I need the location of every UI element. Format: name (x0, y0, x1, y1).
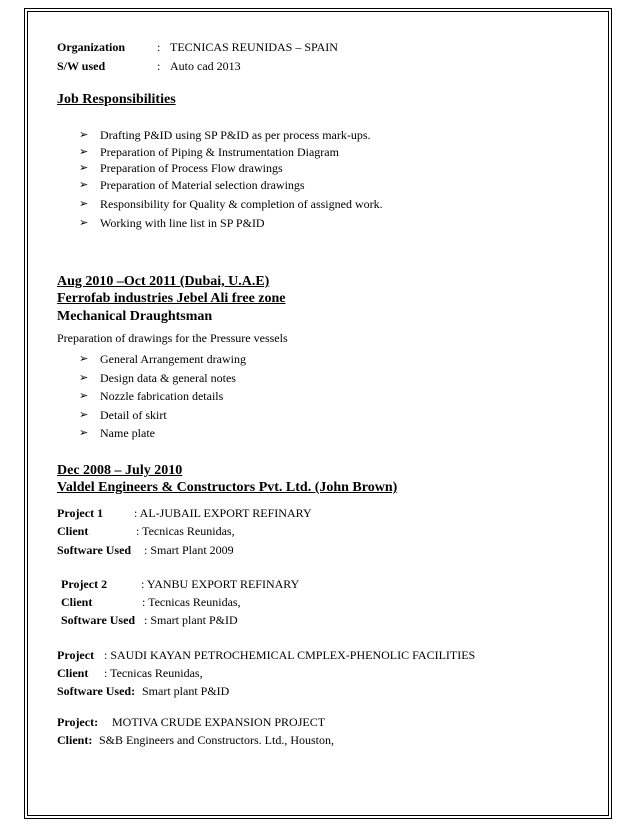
bullet-arrow-icon: ➢ (79, 389, 89, 402)
project3-software-value: Smart plant P&ID (142, 684, 230, 698)
project2-value: : YANBU EXPORT REFINARY (141, 577, 300, 591)
organization-label: Organization (57, 40, 125, 54)
project4-client-label: Client: (57, 733, 93, 747)
project1-label: Project 1 (57, 506, 104, 520)
project4-client-value: S&B Engineers and Constructors. Ltd., Houston, (99, 733, 334, 747)
bullet-arrow-icon: ➢ (79, 216, 89, 229)
job3-company: Valdel Engineers & Constructors Pvt. Ltd. (John Brown) (57, 480, 398, 495)
sw-used-label: S/W used (57, 59, 106, 73)
project1-client-value: : Tecnicas Reunidas, (136, 524, 235, 538)
project3-label: Project (57, 648, 95, 662)
project3-client-value: : Tecnicas Reunidas, (104, 666, 203, 680)
organization-value: TECNICAS REUNIDAS – SPAIN (170, 40, 338, 54)
bullet-arrow-icon: ➢ (79, 352, 89, 365)
bullet-arrow-icon: ➢ (79, 197, 89, 210)
list-item: ➢ Preparation of Piping & Instrumentation Diagram (79, 145, 339, 159)
project1-software-value: : Smart Plant 2009 (144, 543, 234, 557)
bullet-arrow-icon: ➢ (79, 178, 89, 191)
list-item: ➢ Design data & general notes (79, 371, 236, 385)
project2-client-value: : Tecnicas Reunidas, (142, 595, 241, 609)
project3-value: : SAUDI KAYAN PETROCHEMICAL CMPLEX-PHENOLIC FACILITIES (104, 648, 476, 662)
job-responsibilities-heading: Job Responsibilities (57, 92, 176, 107)
bullet-arrow-icon: ➢ (79, 408, 89, 421)
job2-company: Ferrofab industries Jebel Ali free zone (57, 291, 286, 306)
sw-used-value: Auto cad 2013 (170, 59, 241, 73)
project3-client-label: Client (57, 666, 89, 680)
job2-description: Preparation of drawings for the Pressure vessels (57, 331, 288, 345)
bullet-arrow-icon: ➢ (79, 371, 89, 384)
project4-value: MOTIVA CRUDE EXPANSION PROJECT (112, 715, 326, 729)
project2-software-value: : Smart plant P&ID (144, 613, 238, 627)
job3-period: Dec 2008 – July 2010 (57, 463, 183, 478)
list-item: ➢ Name plate (79, 426, 155, 440)
job2-list (79, 352, 246, 444)
project4-label: Project: (57, 715, 99, 729)
job2-title: Mechanical Draughtsman (57, 309, 213, 324)
project2-label: Project 2 (61, 577, 108, 591)
bullet-arrow-icon: ➢ (79, 426, 89, 439)
bullet-arrow-icon: ➢ (79, 161, 89, 174)
list-item: ➢ Working with line list in SP P&ID (79, 216, 265, 230)
list-item: ➢ Preparation of Material selection drawings (79, 178, 305, 192)
project1-software-label: Software Used (57, 543, 132, 557)
list-item: ➢ Drafting P&ID using SP P&ID as per process mark-ups. (79, 128, 371, 142)
list-item: ➢ Responsibility for Quality & completion of assigned work. (79, 197, 383, 211)
bullet-arrow-icon: ➢ (79, 145, 89, 158)
list-item: ➢ Detail of skirt (79, 408, 167, 422)
project3-software-label: Software Used: (57, 684, 136, 698)
list-item: ➢ Nozzle fabrication details (79, 389, 224, 403)
project2-client-label: Client (61, 595, 93, 609)
sw-used-separator: : (157, 59, 161, 73)
project1-client-label: Client (57, 524, 89, 538)
list-item: ➢ Preparation of Process Flow drawings (79, 161, 283, 175)
list-item: ➢ General Arrangement drawing (79, 352, 246, 366)
bullet-arrow-icon: ➢ (79, 128, 89, 141)
job-responsibilities-list (79, 128, 383, 233)
organization-separator: : (157, 40, 161, 54)
project2-software-label: Software Used (61, 613, 136, 627)
job2-period: Aug 2010 –Oct 2011 (Dubai, U.A.E) (57, 274, 270, 289)
project1-value: : AL-JUBAIL EXPORT REFINARY (134, 506, 312, 520)
